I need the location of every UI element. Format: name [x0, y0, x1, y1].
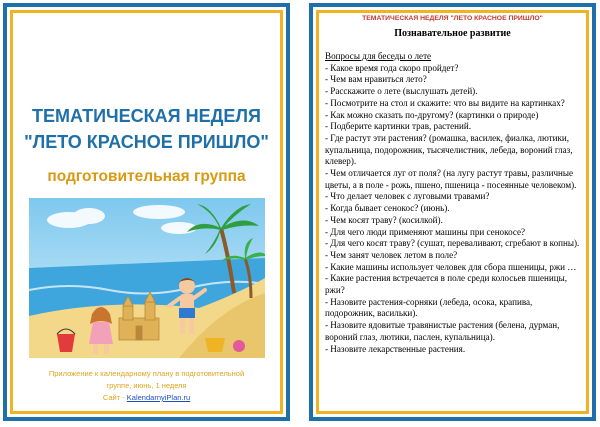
question-item: - Чем вам нравиться лето? — [325, 74, 427, 85]
question-item: - Какие растения встречается в поле среди колосьев пшеницы, ржи? — [325, 273, 567, 296]
question-item: - Назовите растения-сорняки (лебеда, осока, крапива, подорожник, васильки). — [325, 296, 533, 319]
cover-footer-line-2: группе, июнь, 1 неделя — [106, 381, 187, 390]
question-item: - Когда бывает сенокос? (июнь). — [325, 203, 450, 214]
site-link[interactable]: KalendarnyiPlan.ru — [126, 393, 191, 402]
cover-subtitle: подготовительная группа — [47, 168, 246, 185]
question-item: - Для чего косят траву? (сушат, переваливают, сгребают в копны). — [325, 238, 580, 249]
question-item: - Как можно сказать по-другому? (картинки о природе) — [325, 109, 539, 120]
question-item: - Назовите ядовитые травянистые растения (белена, дурман, вороний глаз, лютики, паслен, купальница). — [325, 320, 560, 342]
question-item: - Расскажите о лете (выслушать детей). — [325, 86, 478, 97]
question-item: - Чем отличается луг от поля? (на лугу растут травы, различные цветы, а в поле - рожь, пшено, пшеница - посеянные человеком). — [325, 168, 577, 190]
question-item: - Посмотрите на стол и скажите: что вы видите на картинках? — [325, 97, 565, 108]
content-header: ТЕМАТИЧЕСКАЯ НЕДЕЛЯ "ЛЕТО КРАСНОЕ ПРИШЛО" — [362, 15, 543, 22]
question-item: - Что делает человек с луговыми травами? — [325, 191, 490, 202]
section-title: Познавательное развитие — [394, 28, 511, 39]
cover-title-line-1: ТЕМАТИЧЕСКАЯ НЕДЕЛЯ — [31, 106, 261, 126]
question-list — [325, 51, 580, 355]
cover-footer-site — [17, 392, 276, 404]
question-list-heading: Вопросы для беседы о лете — [325, 51, 432, 61]
question-item: - Где растут эти растения? (ромашка, василек, фиалка, лютики, купальница, подорожник, тысячелистник, лебеда, вороний глаз, клевер). — [325, 132, 573, 167]
content-page — [309, 3, 596, 421]
cover-page — [3, 3, 290, 421]
cover-title-line-2: "ЛЕТО КРАСНОЕ ПРИШЛО" — [24, 132, 269, 152]
question-item: - Какое время года скоро пройдет? — [325, 62, 459, 73]
cover-footer-line-1: Приложение к календарному плану в подготовительной — [48, 369, 245, 378]
beach-illustration — [29, 198, 265, 358]
question-item: - Чем косят траву? (косилкой). — [325, 214, 443, 225]
question-item: - Какие машины использует человек для сбора пшеницы, ржи … — [325, 261, 577, 272]
question-item: - Назовите лекарственные растения. — [325, 343, 466, 354]
question-item: - Чем занят человек летом в поле? — [325, 249, 458, 260]
question-item: - Для чего люди применяют машины при сенокосе? — [325, 226, 526, 237]
question-item: - Подберите картинки трав, растений. — [325, 121, 472, 132]
site-label: Сайт - — [102, 393, 127, 402]
